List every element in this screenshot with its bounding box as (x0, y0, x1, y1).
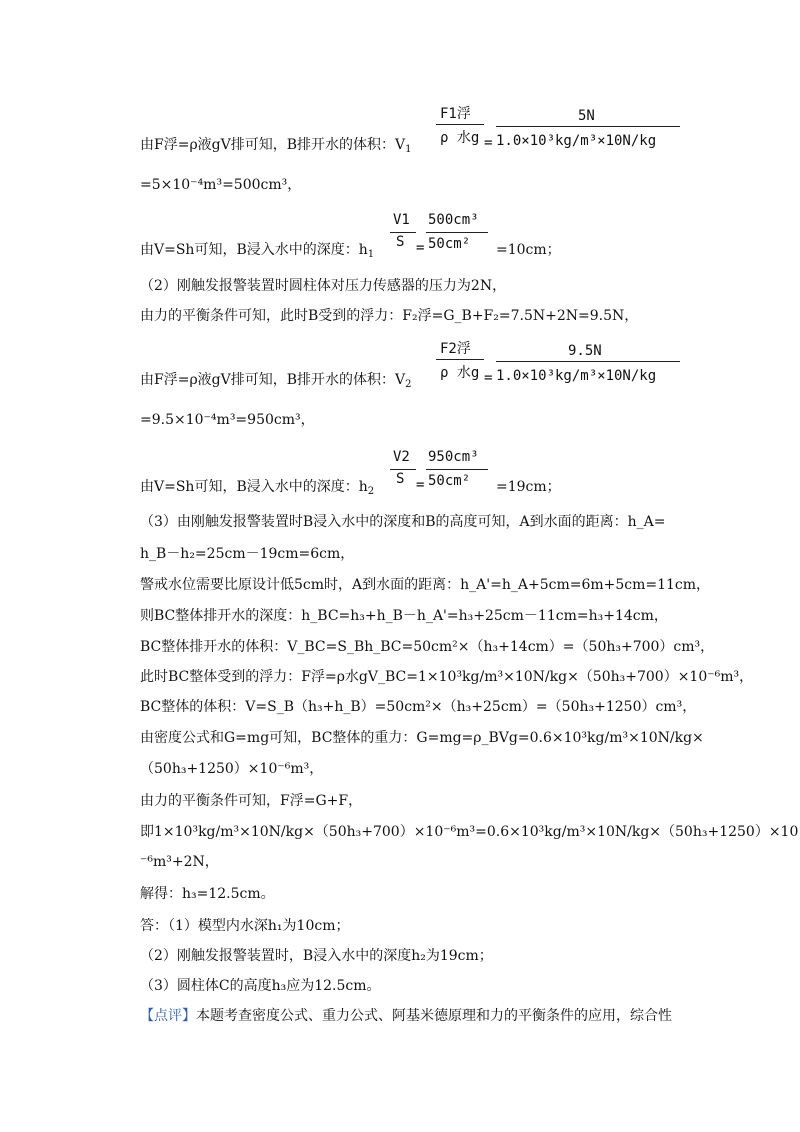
text-line-11: 警戒水位需要比原设计低5cm时，A到水面的距离：h_A'=h_A+5cm=6m+5cm=11cm， (140, 577, 711, 593)
text-line-22: 答：（1）模型内水深h₁为10cm； (140, 918, 350, 934)
formula-4-bar-2 (426, 469, 488, 470)
formula-2-denominator-2: 50cm² (428, 236, 471, 252)
text-line-23: （2）刚触发报警装置时，B浸入水中的深度h₂为19cm； (140, 948, 493, 964)
text-line-21: 解得：h₃=12.5cm。 (140, 886, 275, 902)
text-line-19: 即1×10³kg/m³×10N/kg×（50h₃+700）×10⁻⁶m³=0.6×10³kg/m³×10N/kg×（50h₃+1250）×10 (140, 824, 799, 840)
text-line-7: =9.5×10⁻⁴m³=950cm³， (140, 412, 315, 428)
formula-1-numerator-1: F1浮 (440, 106, 471, 122)
formula-4-numerator-2: 950cm³ (428, 449, 479, 465)
formula-4-denominator-2: 50cm² (428, 473, 471, 489)
text-line-16: 由密度公式和G=mg可知，BC整体的重力：G=mg=ρ_BVg=0.6×10³kg/m³×10N/kg× (140, 730, 704, 746)
text-line-5: 由力的平衡条件可知，此时B受到的浮力：F₂浮=G_B+F₂=7.5N+2N=9.5N， (140, 308, 639, 324)
text-line-4: （2）刚触发报警装置时圆柱体对压力传感器的压力为2N， (140, 278, 507, 294)
text-line-3-suffix: =10cm； (496, 242, 561, 258)
text-line-2: =5×10⁻⁴m³=500cm³， (140, 177, 302, 193)
text-line-13: BC整体排开水的体积：V_BC=S_Bh_BC=50cm²×（h₃+14cm）=（50h₃+700）cm³， (140, 639, 715, 655)
formula-2-equals: = (416, 240, 425, 256)
formula-4-bar-1 (390, 469, 416, 470)
formula-1-bar-1 (436, 124, 484, 125)
formula-3-equals: = (484, 370, 493, 386)
text-line-10: h_B－h₂=25cm－19cm=6cm， (140, 546, 355, 562)
text-line-20: ⁻⁶m³+2N， (140, 854, 219, 870)
formula-3-denominator-1: ρ 水g (440, 365, 480, 381)
text-line-9: （3）由刚触发报警装置时B浸入水中的深度和B的高度可知，A到水面的距离：h_A= (140, 514, 666, 530)
text-line-18: 由力的平衡条件可知，F浮=G+F， (140, 793, 363, 809)
text-line-1: 由F浮=ρ液gV排可知，B排开水的体积：$V_1$ (140, 137, 412, 155)
formula-1-equals: = (484, 135, 493, 151)
text-line-8: 由V=Sh可知，B浸入水中的深度：$h_2$ (140, 479, 375, 497)
comment-tag: 【点评】 (140, 1008, 196, 1024)
text-line-25: 【点评】本题考查密度公式、重力公式、阿基米德原理和力的平衡条件的应用，综合性 (140, 1008, 672, 1024)
text-line-17: （50h₃+1250）×10⁻⁶m³， (140, 761, 324, 777)
formula-3-bar-1 (436, 359, 484, 360)
formula-1-bar-2 (496, 126, 680, 127)
formula-1-denominator-1: ρ 水g (440, 130, 480, 146)
text-line-15: BC整体的体积：V=S_B（h₃+h_B）=50cm²×（h₃+25cm）=（50h₃+1250）cm³， (140, 699, 697, 715)
formula-3-numerator-1: F2浮 (440, 341, 471, 357)
formula-2-bar-2 (426, 232, 488, 233)
text-line-14: 此时BC整体受到的浮力：F浮=ρ水gV_BC=1×10³kg/m³×10N/kg×（50h₃+700）×10⁻⁶m³， (140, 669, 754, 685)
formula-4-equals: = (416, 477, 425, 493)
text-line-12: 则BC整体排开水的深度：h_BC=h₃+h_B－h_A'=h₃+25cm－11cm=h₃+14cm， (140, 608, 668, 624)
formula-3-denominator-2: 1.0×10³kg/m³×10N/kg (496, 368, 657, 384)
formula-4-numerator-1: V2 (393, 449, 410, 465)
text-line-24: （3）圆柱体C的高度h₃应为12.5cm。 (140, 978, 381, 994)
text-line-3: 由V=Sh可知，B浸入水中的深度：$h_1$ (140, 242, 375, 260)
formula-1-denominator-2: 1.0×10³kg/m³×10N/kg (496, 133, 657, 149)
formula-2-denominator-1: S (396, 234, 405, 250)
formula-1-numerator-2: 5N (578, 108, 595, 124)
formula-3-bar-2 (496, 361, 680, 362)
formula-2-bar-1 (390, 232, 416, 233)
formula-3-numerator-2: 9.5N (568, 343, 602, 359)
formula-2-numerator-1: V1 (393, 212, 410, 228)
formula-2-numerator-2: 500cm³ (428, 212, 479, 228)
text-line-8-suffix: =19cm； (496, 479, 561, 495)
text-line-6: 由F浮=ρ液gV排可知，B排开水的体积：$V_2$ (140, 372, 412, 390)
formula-4-denominator-1: S (396, 471, 405, 487)
